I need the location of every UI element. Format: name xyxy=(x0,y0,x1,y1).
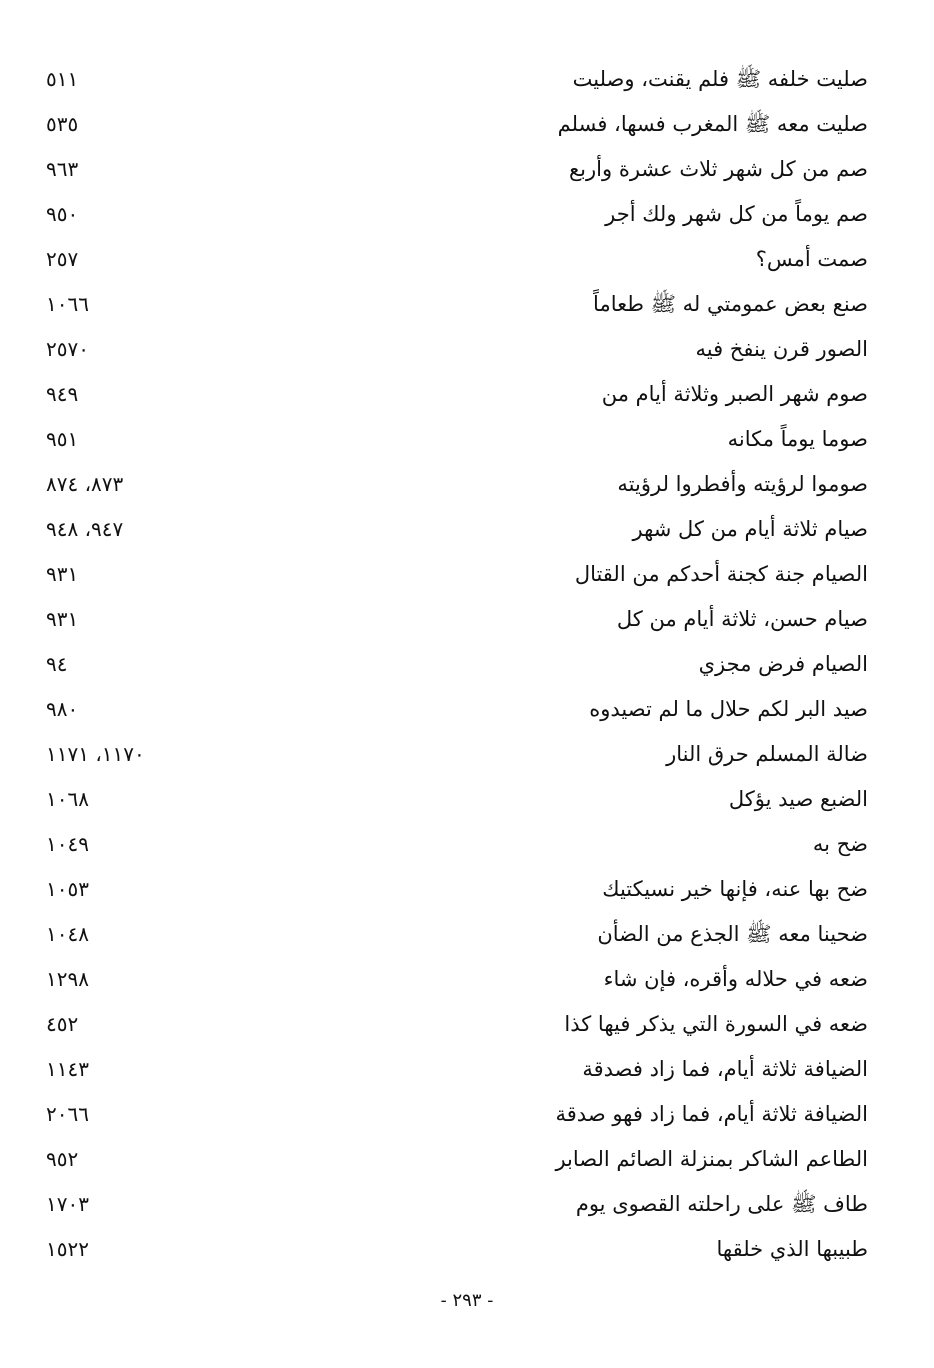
entry-text: ضالة المسلم حرق النار xyxy=(666,742,868,766)
index-entry xyxy=(40,643,868,688)
index-entry xyxy=(40,328,868,373)
entry-page-ref: ١٠٦٨ xyxy=(46,787,89,811)
index-entry xyxy=(40,193,868,238)
entry-page-ref: ٥٣٥ xyxy=(46,112,79,136)
index-entry xyxy=(40,598,868,643)
entry-text: صوم شهر الصبر وثلاثة أيام من xyxy=(601,382,868,406)
entry-page-ref: ٩٤٧، ٩٤٨ xyxy=(46,517,124,541)
entry-page-ref: ٩٥١ xyxy=(46,427,79,451)
entry-text: الضيافة ثلاثة أيام، فما زاد فهو صدقة xyxy=(555,1102,868,1126)
entry-page-ref: ١٠٤٨ xyxy=(46,922,89,946)
index-entry xyxy=(40,688,868,733)
entry-text: صيد البر لكم حلال ما لم تصيدوه xyxy=(589,697,868,721)
entry-page-ref: ٨٧٣، ٨٧٤ xyxy=(46,472,124,496)
index-entry xyxy=(40,283,868,328)
entry-text: صليت معه ﷺ المغرب فسها، فسلم xyxy=(557,112,868,136)
entry-page-ref: ٩٥٢ xyxy=(46,1147,79,1171)
entry-text: صليت خلفه ﷺ فلم يقنت، وصليت xyxy=(572,67,868,91)
index-entry xyxy=(40,1093,868,1138)
index-entry xyxy=(40,823,868,868)
entry-text: صوما يوماً مكانه xyxy=(727,427,868,451)
entry-text: الصيام فرض مجزي xyxy=(698,652,868,676)
entry-text: صم يوماً من كل شهر ولك أجر xyxy=(605,202,868,226)
entry-page-ref: ١١٤٣ xyxy=(46,1057,89,1081)
index-entry xyxy=(40,868,868,913)
entry-page-ref: ١٠٥٣ xyxy=(46,877,89,901)
entry-page-ref: ٩٨٠ xyxy=(46,697,79,721)
entry-page-ref: ١٠٦٦ xyxy=(46,292,89,316)
index-entry xyxy=(40,778,868,823)
entry-page-ref: ٤٥٢ xyxy=(46,1012,79,1036)
entry-text: الطاعم الشاكر بمنزلة الصائم الصابر xyxy=(555,1147,868,1171)
entry-page-ref: ٢٥٧ xyxy=(46,247,79,271)
index-entry xyxy=(40,1048,868,1093)
index-entry xyxy=(40,373,868,418)
entry-page-ref: ٢٠٦٦ xyxy=(46,1102,89,1126)
entry-page-ref: ٩٣١ xyxy=(46,562,79,586)
index-entry xyxy=(40,1138,868,1183)
index-entry xyxy=(40,733,868,778)
entry-page-ref: ١٠٤٩ xyxy=(46,832,89,856)
entry-text: طبيبها الذي خلقها xyxy=(716,1237,868,1261)
entry-text: ضح بها عنه، فإنها خير نسيكتيك xyxy=(602,877,868,901)
entry-text: صنع بعض عمومتي له ﷺ طعاماً xyxy=(593,292,868,316)
index-entry xyxy=(40,1183,868,1228)
entry-page-ref: ١٧٠٣ xyxy=(46,1192,89,1216)
index-entry xyxy=(40,508,868,553)
entry-text: ضح به xyxy=(812,832,868,856)
index-entry xyxy=(40,58,868,103)
entry-page-ref: ٩٥٠ xyxy=(46,202,79,226)
entry-text: صيام ثلاثة أيام من كل شهر xyxy=(632,517,868,541)
entry-text: طاف ﷺ على راحلته القصوى يوم xyxy=(575,1192,868,1216)
index-entry xyxy=(40,553,868,598)
entry-text: صمت أمس؟ xyxy=(755,247,868,271)
index-entry xyxy=(40,1228,868,1273)
index-entry xyxy=(40,148,868,193)
entry-page-ref: ٩٤٩ xyxy=(46,382,79,406)
entry-page-ref: ٩٤ xyxy=(46,652,68,676)
entry-text: ضحينا معه ﷺ الجذع من الضأن xyxy=(597,922,868,946)
entry-text: صيام حسن، ثلاثة أيام من كل xyxy=(616,607,868,631)
entry-page-ref: ٥١١ xyxy=(46,67,79,91)
index-entry xyxy=(40,1003,868,1048)
entry-page-ref: ٩٣١ xyxy=(46,607,79,631)
entry-text: الصيام جنة كجنة أحدكم من القتال xyxy=(574,562,868,586)
entry-text: ضعه في حلاله وأقره، فإن شاء xyxy=(603,967,868,991)
index-entry xyxy=(40,238,868,283)
entry-text: الضبع صيد يؤكل xyxy=(728,787,868,811)
hadith-index-list xyxy=(40,58,868,1273)
index-entry xyxy=(40,103,868,148)
page-number: - ٢٩٣ - xyxy=(440,1290,494,1311)
entry-text: صوموا لرؤيته وأفطروا لرؤيته xyxy=(617,472,868,496)
entry-page-ref: ١١٧٠، ١١٧١ xyxy=(46,742,145,766)
index-entry xyxy=(40,418,868,463)
entry-page-ref: ٩٦٣ xyxy=(46,157,79,181)
entry-text: الضيافة ثلاثة أيام، فما زاد فصدقة xyxy=(582,1057,868,1081)
index-entry xyxy=(40,913,868,958)
entry-page-ref: ١٢٩٨ xyxy=(46,967,89,991)
entry-text: ضعه في السورة التي يذكر فيها كذا xyxy=(564,1012,868,1036)
index-entry xyxy=(40,958,868,1003)
entry-page-ref: ١٥٢٢ xyxy=(46,1237,89,1261)
entry-text: صم من كل شهر ثلاث عشرة وأربع xyxy=(569,157,868,181)
entry-text: الصور قرن ينفخ فيه xyxy=(695,337,868,361)
entry-page-ref: ٢٥٧٠ xyxy=(46,337,89,361)
index-entry xyxy=(40,463,868,508)
